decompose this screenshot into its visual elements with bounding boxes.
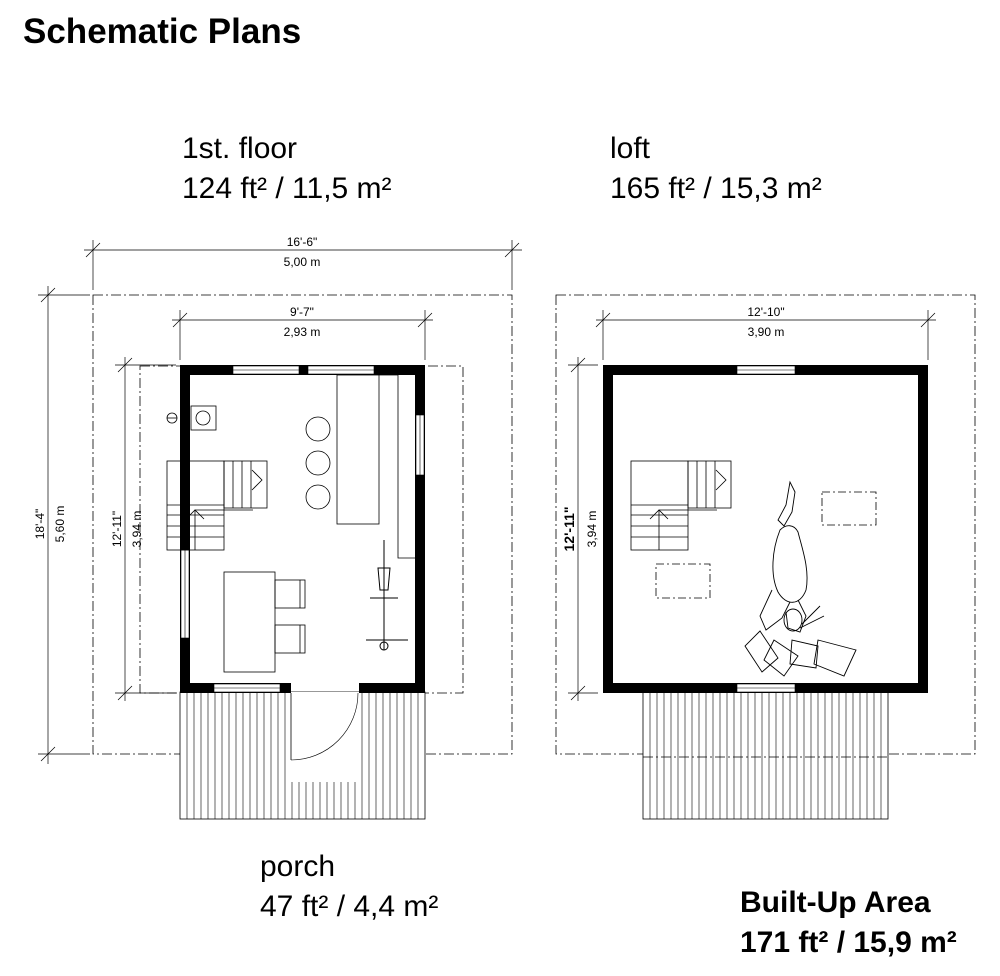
loft-width-m: 3,90 m xyxy=(747,325,785,339)
first-floor-windows xyxy=(181,366,424,692)
porch-area: 47 ft² / 4,4 m² xyxy=(260,890,439,923)
loft-porch-below xyxy=(643,692,888,819)
first-floor-outer-depth-ft: 18'-4" xyxy=(33,508,47,540)
living-furniture xyxy=(224,572,305,672)
first-floor-walls xyxy=(180,365,425,693)
first-floor-outer-width-m: 5,00 m xyxy=(283,255,321,269)
porch-label: porch xyxy=(260,850,336,883)
lounging-figure xyxy=(745,482,856,676)
first-floor-inner-depth-m: 3,94 m xyxy=(130,510,144,548)
first-floor-inner-width-ft: 9'-7" xyxy=(290,305,314,319)
porch-deck xyxy=(180,692,425,819)
first-floor-area: 124 ft² / 11,5 m² xyxy=(182,172,392,205)
loft-plan xyxy=(556,295,975,819)
built-up-label: Built-Up Area xyxy=(740,886,931,919)
built-up-area: 171 ft² / 15,9 m² xyxy=(740,926,957,959)
first-floor-inner-depth-ft: 12'-11" xyxy=(110,510,124,548)
loft-width-ft: 12'-10" xyxy=(747,305,785,319)
kitchen-counter xyxy=(306,375,415,558)
loft-windows xyxy=(737,366,795,692)
bathroom-fixtures xyxy=(167,406,216,430)
first-floor-plan xyxy=(33,235,522,819)
loft-label: loft xyxy=(610,132,651,165)
loft-area: 165 ft² / 15,3 m² xyxy=(610,172,822,205)
first-floor-outer-width-ft: 16'-6" xyxy=(286,235,318,249)
loft-depth-m: 3,94 m xyxy=(585,510,599,548)
floor-lamp xyxy=(366,540,408,650)
loft-walls xyxy=(603,365,928,693)
page-title: Schematic Plans xyxy=(23,12,302,51)
loft-depth-ft: 12'-11" xyxy=(561,506,577,552)
first-floor-inner-width-m: 2,93 m xyxy=(283,325,321,339)
first-floor-label: 1st. floor xyxy=(182,132,298,165)
first-floor-roof-outline xyxy=(93,295,512,754)
first-floor-outer-depth-m: 5,60 m xyxy=(53,505,67,543)
loft-stairs xyxy=(631,461,731,550)
